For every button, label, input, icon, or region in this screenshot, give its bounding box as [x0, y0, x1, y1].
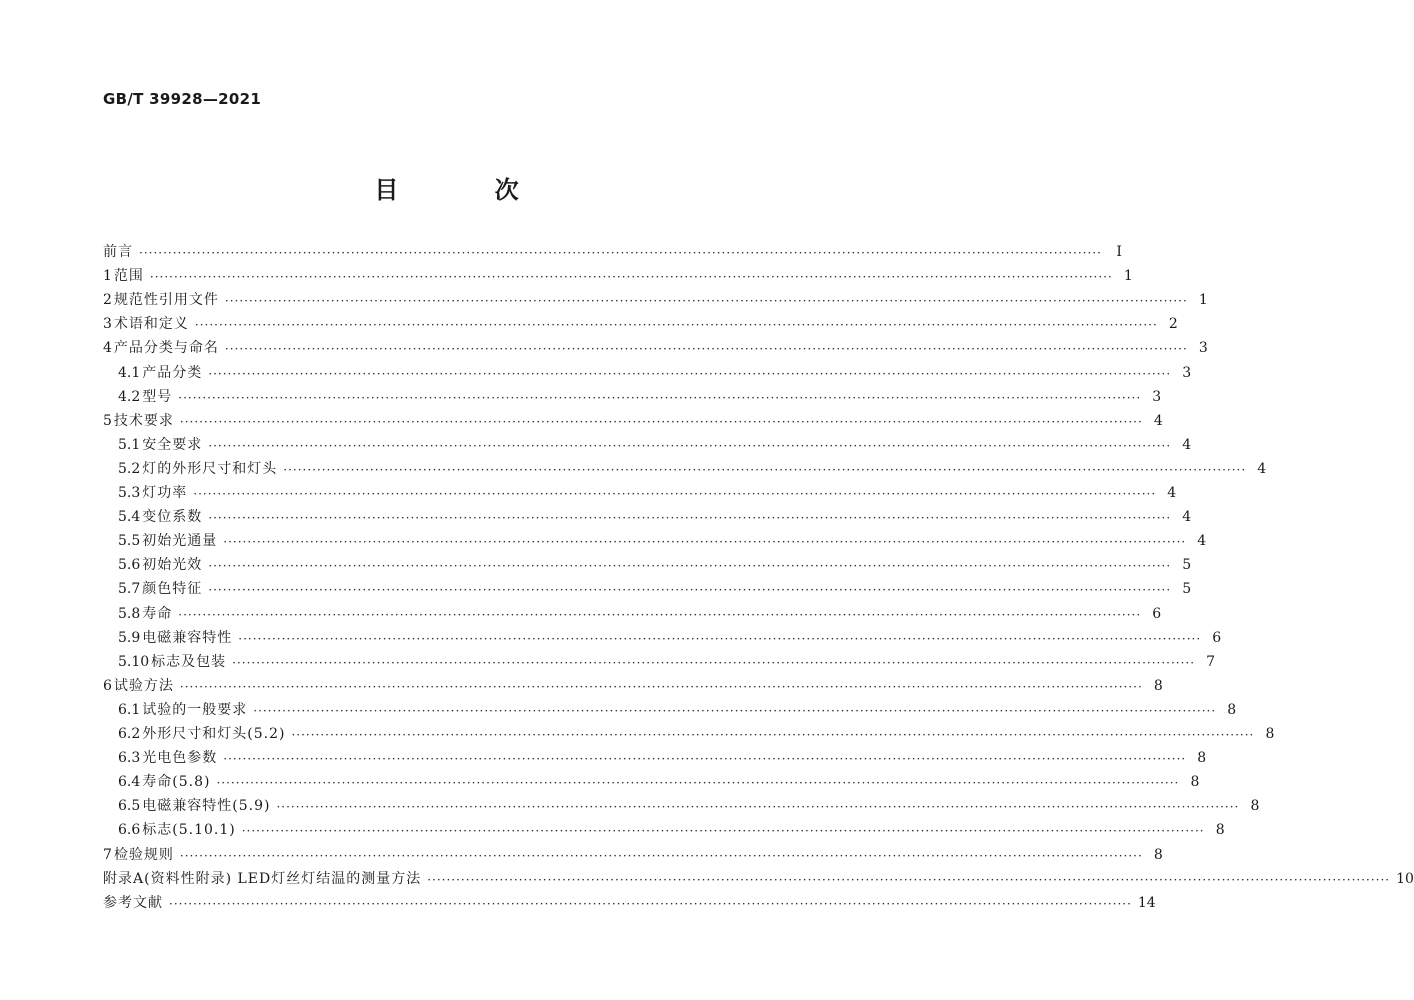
toc-entry-label: 初始光通量 — [142, 533, 218, 550]
toc-entry — [118, 818, 1225, 840]
toc-entry-number: 4 — [103, 340, 112, 357]
toc-entry-number: 2 — [103, 292, 112, 309]
toc-entry-page: 4 — [1153, 412, 1163, 429]
toc-entry-label: 标志及包装 — [151, 653, 227, 670]
toc-entry — [103, 312, 1178, 334]
toc-leader-dots: ········································································································································································································ — [208, 559, 1172, 574]
toc-entry-label: 外形尺寸和灯头(5.2) — [142, 726, 286, 742]
toc-leader-dots: ········································································································································································································ — [224, 342, 1188, 357]
toc-entry-label: 试验方法 — [113, 677, 174, 694]
toc-entry-label: 变位系数 — [142, 509, 203, 526]
toc-entry-page: 5 — [1182, 557, 1192, 574]
toc-entry — [103, 264, 1133, 286]
toc-leader-dots: ········································································································································································································ — [238, 631, 1202, 646]
toc-entry — [103, 240, 1122, 262]
toc-entry-page: 14 — [1137, 894, 1156, 911]
toc-entry-page: 3 — [1152, 388, 1162, 405]
toc-entry-number: 1 — [103, 268, 112, 285]
toc-leader-dots: ········································································································································································································ — [178, 390, 1142, 405]
toc-entry-page: 8 — [1197, 750, 1207, 767]
toc-entry — [103, 409, 1163, 431]
toc-entry-page: 8 — [1215, 822, 1225, 839]
toc-entry-page: 6 — [1212, 629, 1222, 646]
toc-entry — [118, 457, 1267, 479]
toc-leader-dots: ········································································································································································································ — [208, 366, 1172, 381]
toc-entry-label: 检验规则 — [113, 846, 174, 863]
toc-leader-dots: ········································································································································································································ — [169, 896, 1132, 911]
toc-entry — [118, 650, 1216, 672]
toc-entry-page: Ⅰ — [1116, 244, 1122, 260]
toc-entry-page: 4 — [1182, 509, 1192, 526]
toc-entry — [118, 626, 1222, 648]
toc-entry-page: 5 — [1182, 581, 1192, 598]
toc-leader-dots: ········································································································································································································ — [241, 824, 1205, 839]
standard-code: GB/T 39928—2021 — [103, 90, 262, 108]
toc-entry — [103, 674, 1163, 696]
toc-entry-label: 规范性引用文件 — [113, 292, 219, 309]
toc-entry-label: 电磁兼容特性(5.9) — [142, 798, 271, 815]
toc-entry-label: 颜色特征 — [142, 581, 203, 598]
toc-entry-page: 6 — [1152, 605, 1162, 622]
toc-entry-label: 范围 — [113, 268, 144, 285]
toc-entry-label: 寿命(5.8) — [142, 774, 211, 791]
toc-entry-label: 术语和定义 — [113, 316, 189, 333]
toc-leader-dots: ········································································································································································································ — [253, 703, 1217, 718]
toc-entry-page: 1 — [1198, 292, 1208, 309]
toc-leader-dots: ········································································································································································································ — [208, 583, 1172, 598]
toc-entry-number: 5.3 — [118, 485, 141, 501]
toc-entry-label: 参考文献 — [103, 894, 163, 911]
toc-leader-dots: ········································································································································································································ — [178, 607, 1142, 622]
toc-leader-dots: ········································································································································································································ — [208, 438, 1172, 453]
toc-entry-number: 6.1 — [118, 701, 141, 718]
toc-entry — [118, 770, 1200, 792]
toc-entry-number: 6.5 — [118, 798, 141, 815]
toc-entry-number: 6.4 — [118, 774, 141, 791]
toc-entry-number: 5 — [103, 412, 112, 429]
toc-entry — [103, 891, 1156, 913]
toc-leader-dots: ········································································································································································································ — [283, 462, 1247, 477]
toc-entry-label: 前言 — [103, 244, 133, 260]
toc-entry — [118, 577, 1192, 599]
toc-entry-label: 寿命 — [142, 605, 173, 622]
toc-leader-dots: ········································································································································································································ — [193, 487, 1157, 501]
toc-entry-label: 电磁兼容特性 — [142, 629, 233, 646]
toc-leader-dots: ········································································································································································································ — [224, 294, 1188, 309]
toc-entry-page: 3 — [1198, 340, 1208, 357]
toc-leader-dots: ········································································································································································································ — [149, 270, 1113, 285]
toc-leader-dots: ········································································································································································································ — [179, 848, 1143, 863]
toc-entry — [103, 867, 1414, 889]
toc-entry — [103, 288, 1208, 310]
toc-entry — [118, 722, 1275, 744]
toc-entry — [118, 553, 1192, 575]
toc-leader-dots: ········································································································································································································ — [208, 511, 1172, 526]
toc-entry-page: 3 — [1182, 364, 1192, 381]
toc-entry-page: 7 — [1206, 653, 1216, 670]
toc-entry-page: 8 — [1227, 701, 1237, 718]
toc-entry-number: 5.6 — [118, 557, 141, 574]
toc-entry — [118, 361, 1192, 383]
toc-entry-number: 5.8 — [118, 605, 141, 622]
toc-entry-number: 5.2 — [118, 460, 141, 477]
toc-leader-dots: ········································································································································································································ — [139, 246, 1102, 260]
toc-entry-page: 8 — [1153, 846, 1163, 863]
toc-entry-page: 4 — [1197, 533, 1207, 550]
toc-entry-label: 标志(5.10.1) — [142, 822, 236, 839]
toc-entry-label: 试验的一般要求 — [142, 701, 248, 718]
toc-entry-label: 附录A(资料性附录) LED灯丝灯结温的测量方法 — [103, 870, 422, 887]
toc-entry-label: 初始光效 — [142, 557, 203, 574]
toc-entry-number: 4.1 — [118, 364, 141, 381]
toc-entry-number: 6.6 — [118, 822, 141, 839]
toc-entry — [118, 433, 1192, 455]
toc-entry-page: 8 — [1265, 726, 1275, 742]
toc-entry-page: 2 — [1168, 316, 1178, 333]
toc-entry-label: 型号 — [142, 388, 173, 405]
toc-leader-dots: ········································································································································································································ — [232, 655, 1196, 670]
toc-entry-label: 灯的外形尺寸和灯头 — [142, 460, 278, 477]
toc-entry — [118, 481, 1177, 503]
toc-entry — [118, 698, 1237, 720]
toc-entry-page: 8 — [1250, 798, 1260, 815]
toc-entry-label: 产品分类与命名 — [113, 340, 219, 357]
toc-entry — [118, 794, 1260, 816]
toc-entry-number: 4.2 — [118, 388, 141, 405]
toc-entry-page: 4 — [1182, 436, 1192, 453]
toc-entry-label: 产品分类 — [142, 364, 203, 381]
toc-entry-label: 灯功率 — [142, 485, 188, 501]
toc-entry — [103, 336, 1208, 358]
toc-leader-dots: ········································································································································································································ — [223, 752, 1187, 767]
toc-entry — [118, 529, 1207, 551]
toc-leader-dots: ········································································································································································································ — [179, 679, 1143, 694]
toc-entry-number: 6 — [103, 677, 112, 694]
toc-entry-page: 1 — [1123, 268, 1133, 285]
toc-leader-dots: ········································································································································································································ — [276, 800, 1240, 815]
toc-entry-number: 5.9 — [118, 629, 141, 646]
toc-entry-page: 8 — [1153, 677, 1163, 694]
toc-entry-number: 7 — [103, 846, 112, 863]
toc-entry-page: 10 — [1396, 870, 1414, 887]
toc-entry — [118, 746, 1207, 768]
toc-entry — [103, 843, 1163, 865]
toc-entry-number: 6.2 — [118, 726, 141, 742]
toc-leader-dots: ········································································································································································································ — [223, 535, 1187, 550]
toc-leader-dots: ········································································································································································································ — [427, 872, 1391, 887]
toc-entry-number: 3 — [103, 316, 112, 333]
toc-entry-page: 4 — [1167, 485, 1177, 501]
toc-entry-number: 5.1 — [118, 436, 141, 453]
toc-entry-number: 6.3 — [118, 750, 141, 767]
toc-entry-label: 技术要求 — [113, 412, 174, 429]
toc-leader-dots: ········································································································································································································ — [194, 318, 1158, 333]
toc-entry-number: 5.5 — [118, 533, 141, 550]
toc-leader-dots: ········································································································································································································ — [179, 414, 1143, 429]
toc-entry-label: 安全要求 — [142, 436, 203, 453]
toc-entry-page: 8 — [1190, 774, 1200, 791]
page-title: 目 次 — [374, 176, 563, 204]
toc-entry-number: 5.7 — [118, 581, 141, 598]
toc-entry-page: 4 — [1257, 460, 1267, 477]
toc-leader-dots: ········································································································································································································ — [216, 776, 1180, 791]
toc-entry — [118, 602, 1162, 624]
toc-leader-dots: ········································································································································································································ — [291, 728, 1255, 742]
toc-entry — [118, 505, 1192, 527]
toc-entry-number: 5.4 — [118, 509, 141, 526]
toc-entry — [118, 385, 1162, 407]
toc-entry-number: 5.10 — [118, 653, 150, 670]
toc-entry-label: 光电色参数 — [142, 750, 218, 767]
